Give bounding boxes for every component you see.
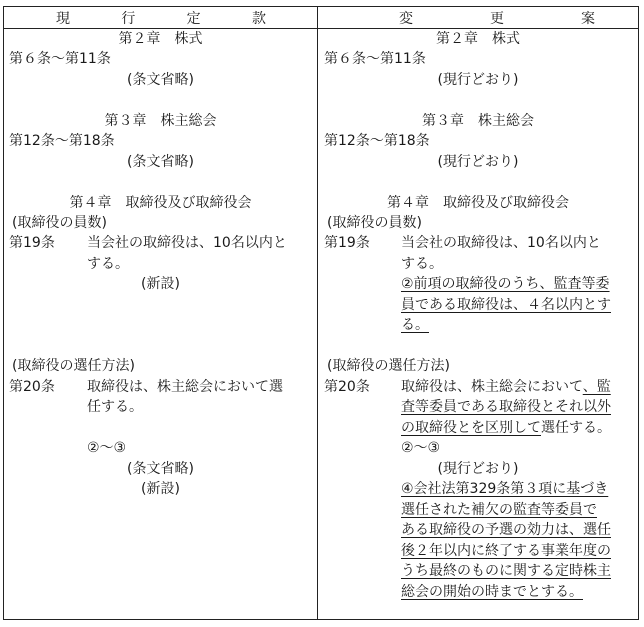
proposed-header-char: 更 <box>490 10 504 27</box>
column-divider <box>317 7 318 619</box>
amended-text: 、監 <box>582 379 611 395</box>
proposed-chapter2-heading: 第２章 株式 <box>436 31 520 47</box>
proposed-article20-new-paragraph: 総会の開始の時までとする。 <box>401 584 583 600</box>
current-header-char: 款 <box>251 10 266 27</box>
current-omitted-note: (条文省略) <box>127 72 194 88</box>
proposed-articles-12-18: 第12条～第18条 <box>324 133 430 149</box>
current-article20-items: ②～③ <box>87 440 127 456</box>
proposed-article19-text: 当会社の取締役は、10名以内と <box>401 235 601 251</box>
proposed-article20-text <box>401 418 611 439</box>
current-article19-text: する。 <box>87 256 129 272</box>
proposed-header-char: 変 <box>399 10 413 27</box>
current-new-note: (新設) <box>141 481 180 497</box>
current-header-char: 定 <box>186 10 201 27</box>
proposed-header-char: 案 <box>581 10 595 27</box>
proposed-article19-new-paragraph: 員である取締役は、４名以内とす <box>401 297 611 313</box>
proposed-article20-new-paragraph: ある取締役の予選の効力は、選任 <box>401 522 611 538</box>
proposed-article20-new-paragraph: 選任された補欠の監査等委員で <box>401 502 597 518</box>
current-chapter4-heading: 第４章 取締役及び取締役会 <box>69 195 252 211</box>
proposed-unchanged-note: (現行どおり) <box>437 154 519 170</box>
current-article19-text: 当会社の取締役は、10名以内と <box>87 235 287 251</box>
proposed-chapter4-heading: 第４章 取締役及び取締役会 <box>387 195 569 211</box>
proposed-article19-number: 第19条 <box>324 235 370 251</box>
proposed-article19-new-paragraph: ②前項の取締役のうち、監査等委 <box>401 276 610 292</box>
current-article20-text: 取締役は、株主総会において選 <box>87 379 283 395</box>
current-article19-caption: (取締役の員数) <box>12 215 107 231</box>
current-header-char: 行 <box>121 10 136 27</box>
proposed-article20-caption: (取締役の選任方法) <box>327 358 450 374</box>
current-chapter2-heading: 第２章 株式 <box>118 31 203 47</box>
proposed-articles-6-11: 第６条～第11条 <box>324 51 426 67</box>
current-article20-number: 第20条 <box>9 379 55 395</box>
current-articles-header <box>56 7 266 28</box>
unchanged-text: 取締役は、株主総会において <box>401 379 583 395</box>
proposed-article20-new-paragraph: ④会社法第329条第３項に基づき <box>401 481 609 497</box>
proposed-chapter3-heading: 第３章 株主総会 <box>422 113 534 129</box>
proposed-unchanged-note: (現行どおり) <box>437 461 519 477</box>
proposed-article20-new-paragraph: 後２年以内に終了する事業年度の <box>401 543 611 559</box>
current-article19-number: 第19条 <box>9 235 55 251</box>
proposed-article20-items: ②～③ <box>401 440 441 456</box>
proposed-article19-new-paragraph: る。 <box>401 317 429 333</box>
proposed-article19-caption: (取締役の員数) <box>327 215 422 231</box>
proposed-amendments-header <box>399 7 595 28</box>
amended-text: の取締役とを区別して <box>401 420 541 436</box>
proposed-article20-text <box>401 377 611 398</box>
current-new-note: (新設) <box>141 276 180 292</box>
current-omitted-note: (条文省略) <box>127 154 194 170</box>
current-chapter3-heading: 第３章 株主総会 <box>104 113 217 129</box>
current-header-char: 現 <box>56 10 70 27</box>
proposed-article20-new-paragraph: うち最終のものに関する定時株主 <box>401 563 611 579</box>
current-article20-caption: (取締役の選任方法) <box>12 358 135 374</box>
amendment-comparison-table <box>3 6 639 620</box>
proposed-article20-number: 第20条 <box>324 379 370 395</box>
current-articles-6-11: 第６条～第11条 <box>9 51 111 67</box>
current-article20-text: 任する。 <box>87 399 143 415</box>
proposed-article19-text: する。 <box>401 256 443 272</box>
current-omitted-note: (条文省略) <box>127 461 194 477</box>
current-articles-12-18: 第12条～第18条 <box>9 133 115 149</box>
proposed-article20-amended-text: 査等委員である取締役とそれ以外 <box>401 399 611 415</box>
proposed-unchanged-note: (現行どおり) <box>437 72 519 88</box>
unchanged-text: 選任する。 <box>541 420 611 436</box>
